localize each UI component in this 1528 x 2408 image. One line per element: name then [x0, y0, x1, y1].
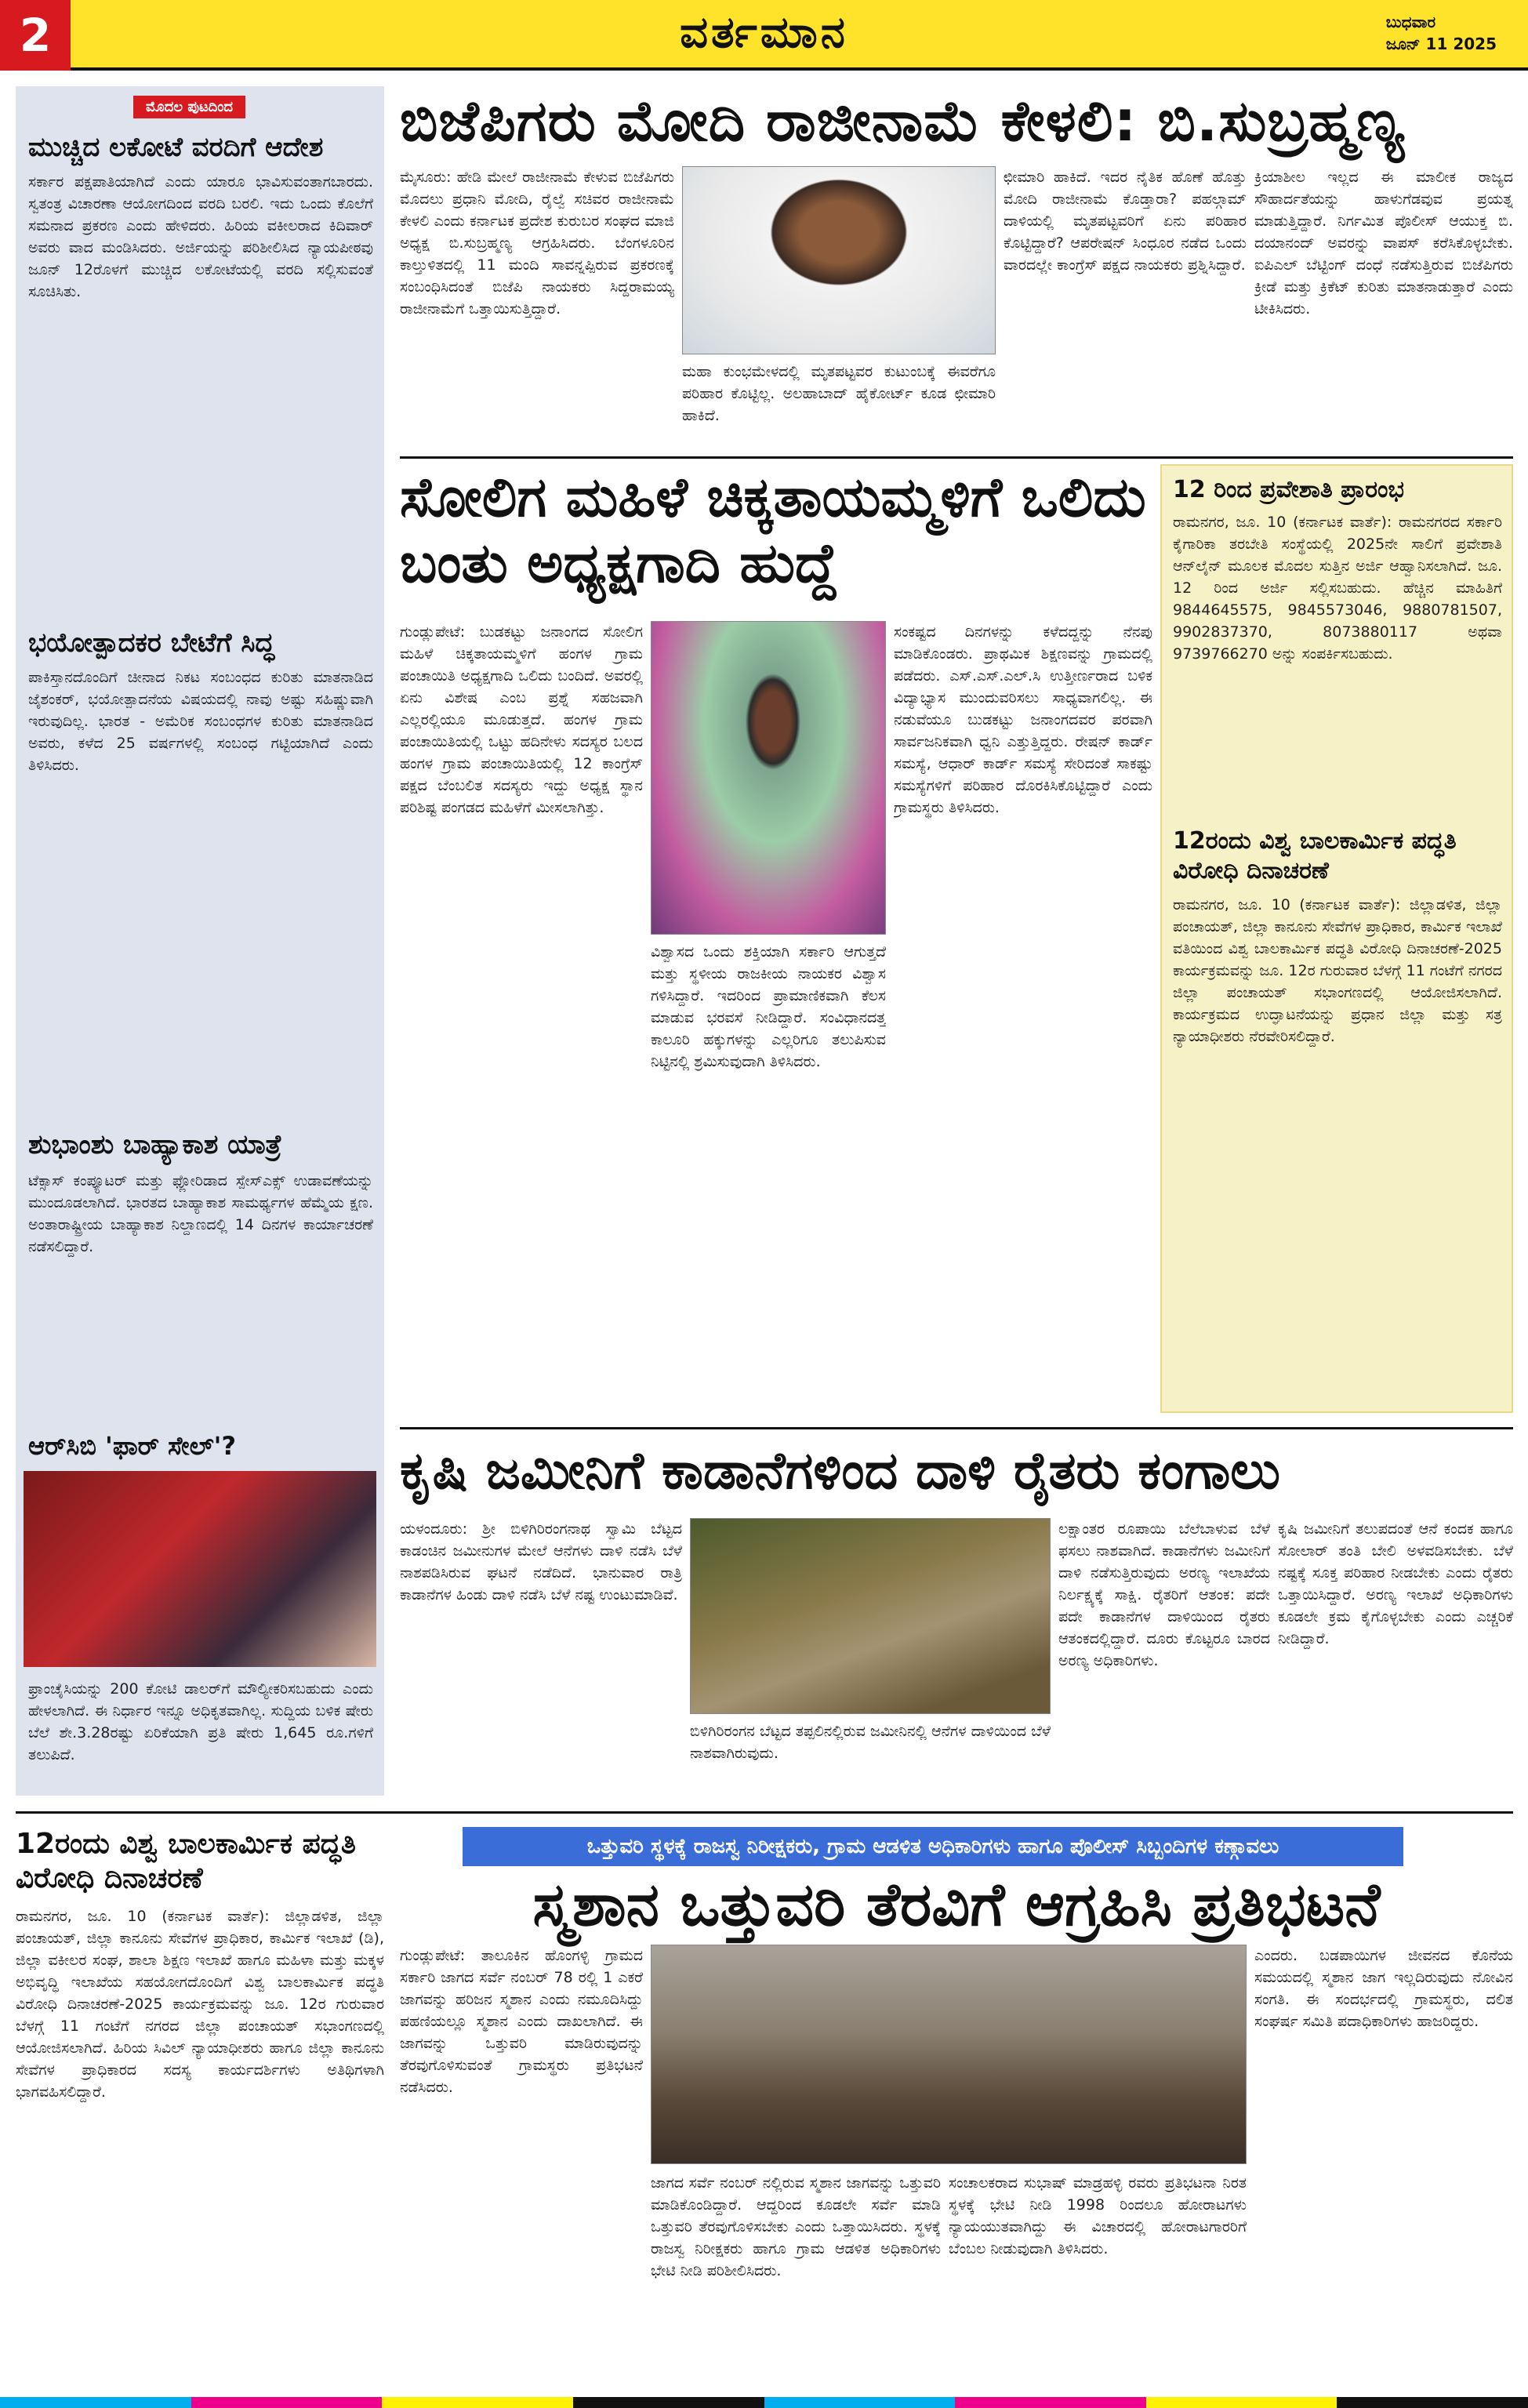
crowd-photo — [24, 1471, 376, 1667]
lead-headline: ಬಿಜೆಪಿಗರು ಮೋದಿ ರಾಜೀನಾಮೆ ಕೇಳಲಿ: ಬಿ.ಸುಬ್ರಹ್ಮಣ್ಯ — [400, 88, 1405, 154]
lead-col4: ಕ್ರಿಯಾಶೀಲ ಇಲ್ಲದ ಈ ಮಾಲೀಕ ರಾಜ್ಯದ ಸೌಹಾರ್ದತೆಯನ್ನು ಹಾಳುಗೆಡವುವ ಪ್ರಯತ್ನ ಮಾಡುತ್ತಿದ್ದಾರೆ. ನಿರ್ಗಮಿತ ಪೊಲೀಸ್ ಆಯುಕ್ತ ಬಿ. ದಯಾನಂದ್ ಅವರನ್ನು ವಾಪಸ್ ಕರೆಸಿಕೊಳ್ಳಬೇಕು. ಐಪಿಎಲ್ ಬೆಟ್ಟಿಂಗ್ ದಂಧೆ ನಡೆಸುತ್ತಿರುವ ಬಿಜೆಪಿಗರು ಕ್ರೀಡೆ ಮತ್ತು ಕ್ರಿಕೆಟ್ ಕುರಿತು ಮಾತನಾಡುತ್ತಾರೆ ಎಂದು ಟೀಕಿಸಿದರು. — [1254, 169, 1513, 318]
masthead — [0, 0, 1528, 71]
page-number: 2 — [0, 0, 71, 71]
woman-col2: ವಿಶ್ವಾಸದ ಒಂದು ಶಕ್ತಿಯಾಗಿ ಸರ್ಕಾರಿ ಆಗುತ್ತದೆ ಮತ್ತು ಸ್ಥಳೀಯ ರಾಜಕೀಯ ನಾಯಕರ ವಿಶ್ವಾಸ ಗಳಿಸಿದ್ದಾರೆ. ಇದರಿಂದ ಪ್ರಾಮಾಣಿಕವಾಗಿ ಕೆಲಸ ಮಾಡುವ ಭರವಸೆ ನೀಡಿದ್ದಾರೆ. ಸಂವಿಧಾನದತ್ತ ಕಾಲೂರಿ ಹಕ್ಕುಗಳನ್ನು ಎಲ್ಲರಿಗೂ ತಲುಪಿಸುವ ನಿಟ್ಟಿನಲ್ಲಿ ಶ್ರಮಿಸುವುದಾಗಿ ತಿಳಿಸಿದರು. — [651, 943, 886, 1070]
farm-col4: ಕೃಷಿ ಜಮೀನಿಗೆ ತಲುಪದಂತೆ ಆನೆ ಕಂದಕ ಹಾಗೂ ಸೋಲಾರ್ ತಂತಿ ಬೇಲಿ ಅಳವಡಿಸಬೇಕು. ಬೆಳೆ ನಷ್ಟಕ್ಕೆ ಸೂಕ್ತ ಪರಿಹಾರ ನೀಡಬೇಕು ಎಂದು ರೈತರು ಒತ್ತಾಯಿಸಿದ್ದಾರೆ. ಅರಣ್ಯ ಇಲಾಖೆ ಅಧಿಕಾರಿಗಳು ಕೂಡಲೇ ಕ್ರಮ ಕೈಗೊಳ್ಳಬೇಕು ಎಂದು ಎಚ್ಚರಿಕೆ ನೀಡಿದ್ದಾರೆ. — [1278, 1520, 1513, 1647]
farm-photo-caption: ಬಿಳಿಗಿರಿರಂಗನ ಬೆಟ್ಟದ ತಪ್ಪಲಿನಲ್ಲಿರುವ ಜಮೀನಿನಲ್ಲಿ ಆನೆಗಳ ದಾಳಿಯಿಂದ ಬೆಳೆ ನಾಶವಾಗಿರುವುದು. — [690, 1723, 1051, 1762]
farm-col1: ಯಳಂದೂರು: ಶ್ರೀ ಬಿಳಿಗಿರಿರಂಗನಾಥ ಸ್ವಾಮಿ ಬೆಟ್ಟದ ಕಾಡಂಚಿನ ಜಮೀನುಗಳ ಮೇಲೆ ಆನೆಗಳು ದಾಳಿ ನಡೆಸಿ ಬೆಳೆ ನಾಶಪಡಿಸಿರುವ ಘಟನೆ ನಡೆದಿದೆ. ಭಾನುವಾರ ರಾತ್ರಿ ಕಾಡಾನೆಗಳ ಹಿಂಡು ದಾಳಿ ನಡೆಸಿ ಬೆಳೆ ನಷ್ಟ ಉಂಟುಮಾಡಿವೆ. — [400, 1520, 682, 1604]
farm-col3: ಲಕ್ಷಾಂತರ ರೂಪಾಯಿ ಬೆಲೆಬಾಳುವ ಬೆಳೆ ಫಸಲು ನಾಶವಾಗಿದೆ. ಕಾಡಾನೆಗಳು ಜಮೀನಿಗೆ ದಾಳಿ ನಡೆಸುತ್ತಿರುವುದು ಅರಣ್ಯ ಇಲಾಖೆಯ ನಿರ್ಲಕ್ಷ್ಯಕ್ಕೆ ಸಾಕ್ಷಿ. ರೈತರಿಗೆ ಆತಂಕ: ಪದೇ ಪದೇ ಕಾಡಾನೆಗಳ ದಾಳಿಯಿಂದ ರೈತರು ಆತಂಕದಲ್ಲಿದ್ದಾರೆ. ದೂರು ಕೊಟ್ಟರೂ ಬಾರದ ಅರಣ್ಯ ಅಧಿಕಾರಿಗಳು. — [1058, 1520, 1270, 1669]
cemetery-story-headline: ಸ್ಮಶಾನ ಒತ್ತುವರಿ ತೆರವಿಗೆ ಆಗ್ರಹಿಸಿ ಪ್ರತಿಭಟನೆ — [532, 1869, 1381, 1939]
bottom-left-body: ರಾಮನಗರ, ಜೂ. 10 (ಕರ್ನಾಟಕ ವಾರ್ತೆ): ಜಿಲ್ಲಾಡಳಿತ, ಜಿಲ್ಲಾ ಪಂಚಾಯತ್, ಜಿಲ್ಲಾ ಕಾನೂನು ಸೇವೆಗಳ ಪ್ರಾಧಿಕಾರ, ಕಾರ್ಮಿಕ ಇಲಾಖೆ (ಡಿ), ಜಿಲ್ಲಾ ವಕೀಲರ ಸಂಘ, ಶಾಲಾ ಶಿಕ್ಷಣ ಇಲಾಖೆ ಹಾಗೂ ಮಹಿಳಾ ಮತ್ತು ಮಕ್ಕಳ ಅಭಿವೃದ್ಧಿ ಇಲಾಖೆಯ ಸಹಯೋಗದೊಂದಿಗೆ ವಿಶ್ವ ಬಾಲಕಾರ್ಮಿಕ ಪದ್ಧತಿ ವಿರೋಧಿ ದಿನಾಚರಣೆ-2025 ಕಾರ್ಯಕ್ರಮವನ್ನು ಜೂ. 12ರ ಗುರುವಾರ ಬೆಳಗ್ಗೆ 11 ಗಂಟೆಗೆ ನಗರದ ಜಿಲ್ಲಾ ಪಂಚಾಯತ್ ಸಭಾಂಗಣದಲ್ಲಿ ಆಯೋಜಿಸಲಾಗಿದೆ. ಹಿರಿಯ ಸಿವಿಲ್ ನ್ಯಾಯಾಧೀಶರು ಹಾಗೂ ಜಿಲ್ಲಾ ಕಾನೂನು ಸೇವೆಗಳ ಪ್ರಾಧಿಕಾರದ ಸದಸ್ಯ ಕಾರ್ಯದರ್ಶಿಗಳು ಅತಿಥಿಗಳಾಗಿ ಭಾಗವಹಿಸಲಿದ್ದಾರೆ. — [16, 1908, 384, 2101]
bottom-left-headline: 12ರಂದು ವಿಶ್ವ ಬಾಲಕಾರ್ಮಿಕ ಪದ್ಧತಿ ವಿರೋಧಿ ದಿನಾಚರಣೆ — [16, 1828, 356, 1894]
left-column — [16, 86, 384, 1419]
story-body: ರಾಮನಗರ, ಜೂ. 10 (ಕರ್ನಾಟಕ ವಾರ್ತೆ): ಜಿಲ್ಲಾಡಳಿತ, ಜಿಲ್ಲಾ ಪಂಚಾಯತ್, ಜಿಲ್ಲಾ ಕಾನೂನು ಸೇವೆಗಳ ಪ್ರಾಧಿಕಾರ, ಕಾರ್ಮಿಕ ಇಲಾಖೆ ವತಿಯಿಂದ ವಿಶ್ವ ಬಾಲಕಾರ್ಮಿಕ ಪದ್ಧತಿ ವಿರೋಧಿ ದಿನಾಚರಣೆ-2025 ಕಾರ್ಯಕ್ರಮವನ್ನು ಜೂ. 12ರ ಗುರುವಾರ ಬೆಳಗ್ಗೆ 11 ಗಂಟೆಗೆ ನಗರದ ಜಿಲ್ಲಾ ಪಂಚಾಯತ್ ಸಭಾಂಗಣದಲ್ಲಿ ಆಯೋಜಿಸಲಾಗಿದೆ. ಕಾರ್ಯಕ್ರಮದ ಉದ್ಘಾಟನೆಯನ್ನು ಪ್ರಧಾನ ಜಿಲ್ಲಾ ಮತ್ತು ಸತ್ರ ನ್ಯಾಯಾಧೀಶರು ನೆರವೇರಿಸಲಿದ್ದಾರೆ. — [1173, 896, 1502, 1045]
day: ಬುಧವಾರ — [1385, 13, 1436, 31]
continued-flag: ಮೊದಲ ಪುಟದಿಂದ — [133, 96, 245, 118]
story-body: ಟೆಕ್ಸಾಸ್ ಕಂಪ್ಯೂಟರ್ ಮತ್ತು ಫ್ಲೋರಿಡಾದ ಸ್ಪೇಸ್‌ಎಕ್ಸ್ ಉಡಾವಣೆಯನ್ನು ಮುಂದೂಡಲಾಗಿದೆ. ಭಾರತದ ಬಾಹ್ಯಾಕಾಶ ಸಾಮರ್ಥ್ಯಗಳ ಹೆಮ್ಮೆಯ ಕ್ಷಣ. ಅಂತಾರಾಷ್ಟ್ರೀಯ ಬಾಹ್ಯಾಕಾಶ ನಿಲ್ದಾಣದಲ್ಲಿ 14 ದಿನಗಳ ಕಾರ್ಯಾಚರಣೆ ನಡೆಸಲಿದ್ದಾರೆ. — [28, 1172, 373, 1255]
right-box — [1160, 464, 1513, 1413]
cemetery-col1: ಗುಂಡ್ಲುಪೇಟೆ: ತಾಲೂಕಿನ ಹೊಂಗಳ್ಳಿ ಗ್ರಾಮದ ಸರ್ಕಾರಿ ಜಾಗದ ಸರ್ವೆ ನಂಬರ್ 78 ರಲ್ಲಿ 1 ಎಕರೆ ಜಾಗವನ್ನು ಹರಿಜನ ಸ್ಮಶಾನ ಎಂದು ನಮೂದಿಸಿದ್ದು ಪಹಣಿಯಲ್ಲೂ ಸ್ಮಶಾನ ಎಂದು ದಾಖಲಾಗಿದೆ. ಈ ಜಾಗವನ್ನು ಒತ್ತುವರಿ ಮಾಡಿರುವುದನ್ನು ತೆರವುಗೊಳಿಸುವಂತೆ ಗ್ರಾಮಸ್ಥರು ಪ್ರತಿಭಟನೆ ನಡೆಸಿದರು. — [400, 1947, 643, 2096]
story-headline: ಮುಚ್ಚಿದ ಲಕೋಟೆ ವರದಿಗೆ ಆದೇಶ — [28, 132, 324, 163]
story-headline: ಆರ್‌ಸಿಬಿ 'ಫಾರ್ ಸೇಲ್'? — [28, 1431, 237, 1461]
divider — [16, 1811, 1513, 1814]
story-body: ರಾಮನಗರ, ಜೂ. 10 (ಕರ್ನಾಟಕ ವಾರ್ತೆ): ರಾಮನಗರದ ಸರ್ಕಾರಿ ಕೈಗಾರಿಕಾ ತರಬೇತಿ ಸಂಸ್ಥೆಯಲ್ಲಿ 2025ನೇ ಸಾಲಿಗೆ ಪ್ರವೇಶಾತಿ ಆನ್‌ಲೈನ್ ಮೂಲಕ ಮೊದಲ ಸುತ್ತಿನ ಅರ್ಜಿ ಆಹ್ವಾನಿಸಲಾಗಿದೆ. ಜೂ. 12 ರಿಂದ ಅರ್ಜಿ ಸಲ್ಲಿಸಬಹುದು. ಹೆಚ್ಚಿನ ಮಾಹಿತಿಗೆ 9844645575, 9845573046, 9880781507, 9902837370, 8073880117 ಅಥವಾ 9739766270 ಅನ್ನು ಸಂಪರ್ಕಿಸಬಹುದು. — [1173, 514, 1502, 663]
woman-col1: ಗುಂಡ್ಲುಪೇಟೆ: ಬುಡಕಟ್ಟು ಜನಾಂಗದ ಸೋಲಿಗ ಮಹಿಳೆ ಚಿಕ್ಕತಾಯಮ್ಮಳಿಗೆ ಹಂಗಳ ಗ್ರಾಮ ಪಂಚಾಯಿತಿ ಅಧ್ಯಕ್ಷಗಾದಿ ಒಲಿದು ಬಂದಿದೆ. ಅವರಲ್ಲಿ ಏನು ವಿಶೇಷ ಎಂಬ ಪ್ರಶ್ನೆ ಸಹಜವಾಗಿ ಎಲ್ಲರಲ್ಲಿಯೂ ಮೂಡುತ್ತದೆ. ಹಂಗಳ ಗ್ರಾಮ ಪಂಚಾಯಿತಿಯಲ್ಲಿ ಒಟ್ಟು ಹದಿನೇಳು ಸದಸ್ಯರ ಬಲದ ಹಂಗಳ ಗ್ರಾಮ ಪಂಚಾಯಿತಿಯಲ್ಲಿ 12 ಕಾಂಗ್ರೆಸ್ ಪಕ್ಷದ ಬೆಂಬಲಿತ ಸದಸ್ಯರು ಇದ್ದು ಅಧ್ಯಕ್ಷ ಸ್ಥಾನ ಪರಿಶಿಷ್ಟ ಪಂಗಡದ ಮಹಿಳೆಗೆ ಮೀಸಲಾಗಿತ್ತು. — [400, 623, 643, 816]
paper-date — [1386, 11, 1497, 55]
date: ಜೂನ್ 11 2025 — [1385, 35, 1497, 53]
divider — [400, 456, 1513, 459]
elephant-damage-photo — [690, 1518, 1051, 1714]
farm-story-headline: ಕೃಷಿ ಜಮೀನಿಗೆ ಕಾಡಾನೆಗಳಿಂದ ದಾಳಿ ರೈತರು ಕಂಗಾಲು — [400, 1440, 1281, 1501]
story-headline: 12ರಂದು ವಿಶ್ವ ಬಾಲಕಾರ್ಮಿಕ ಪದ್ಧತಿ ವಿರೋಧಿ ದಿನಾಚರಣೆ — [1173, 827, 1457, 884]
woman-story-headline: ಸೋಲಿಗ ಮಹಿಳೆ ಚಿಕ್ಕತಾಯಮ್ಮಳಿಗೆ ಒಲಿದು ಬಂತು ಅಧ್ಯಕ್ಷಗಾದಿ ಹುದ್ದೆ — [400, 465, 1146, 595]
story-headline: ಶುಭಾಂಶು ಬಾಹ್ಯಾಕಾಶ ಯಾತ್ರೆ — [28, 1129, 282, 1160]
bottom-banner: ಒತ್ತುವರಿ ಸ್ಥಳಕ್ಕೆ ರಾಜಸ್ವ ನಿರೀಕ್ಷಕರು, ಗ್ರಾಮ ಆಡಳಿತ ಅಧಿಕಾರಿಗಳು ಹಾಗೂ ಪೊಲೀಸ್ ಸಿಬ್ಬಂದಿಗಳ ಕಣ್ಗಾವಲು — [463, 1827, 1403, 1866]
woman-col3: ಸಂಕಷ್ಟದ ದಿನಗಳನ್ನು ಕಳೆದದ್ದನ್ನು ನೆನಪು ಮಾಡಿಕೊಂಡರು. ಪ್ರಾಥಮಿಕ ಶಿಕ್ಷಣವನ್ನು ಗ್ರಾಮದಲ್ಲಿ ಪಡೆದರು. ಎಸ್.ಎಸ್.ಎಲ್.ಸಿ ಉತ್ತೀರ್ಣರಾದ ಬಳಿಕ ವಿದ್ಯಾಭ್ಯಾಸ ಮುಂದುವರಿಸಲು ಸಾಧ್ಯವಾಗಲಿಲ್ಲ. ಈ ನಡುವೆಯೂ ಬುಡಕಟ್ಟು ಜನಾಂಗದವರ ಪರವಾಗಿ ಸಾರ್ವಜನಿಕವಾಗಿ ಧ್ವನಿ ಎತ್ತುತ್ತಿದ್ದರು. ರೇಷನ್ ಕಾರ್ಡ್ ಸಮಸ್ಯೆ, ಆಧಾರ್ ಕಾರ್ಡ್ ಸಮಸ್ಯೆ ಸೇರಿದಂತೆ ಸಾಕಷ್ಟು ಸಮಸ್ಯೆಗಳಿಗೆ ಪರಿಹಾರ ದೊರಕಿಸಿಕೊಟ್ಟಿದ್ದಾರೆ ಎಂದು ಗ್ರಾಮಸ್ಥರು ತಿಳಿಸಿದರು. — [894, 623, 1152, 816]
lead-photo-caption: ಮಹಾ ಕುಂಭಮೇಳದಲ್ಲಿ ಮೃತಪಟ್ಟವರ ಕುಟುಂಬಕ್ಕೆ ಈವರೆಗೂ ಪರಿಹಾರ ಕೊಟ್ಟಿಲ್ಲ. ಅಲಹಾಬಾದ್ ಹೈಕೋರ್ಟ್ ಕೂಡ ಛೀಮಾರಿ ಹಾಕಿದೆ. — [682, 363, 996, 424]
story-headline: 12 ರಿಂದ ಪ್ರವೇಶಾತಿ ಪ್ರಾರಂಭ — [1173, 476, 1404, 503]
divider — [400, 1427, 1513, 1429]
cemetery-col4: ಎಂದರು. ಬಡಪಾಯಿಗಳ ಜೀವನದ ಕೊನೆಯ ಸಮಯದಲ್ಲಿ ಸ್ಮಶಾನ ಜಾಗ ಇಲ್ಲದಿರುವುದು ನೋವಿನ ಸಂಗತಿ. ಈ ಸಂದರ್ಭದಲ್ಲಿ ಗ್ರಾಮಸ್ಥರು, ದಲಿತ ಸಂಘರ್ಷ ಸಮಿತಿ ಪದಾಧಿಕಾರಿಗಳು ಹಾಜರಿದ್ದರು. — [1254, 1947, 1513, 2030]
print-color-bar — [0, 2397, 1528, 2408]
rcb-story — [16, 1419, 384, 1796]
lead-col1: ಮೈಸೂರು: ಹೇಡಿ ಮೇಲೆ ರಾಜೀನಾಮೆ ಕೇಳುವ ಬಿಜೆಪಿಗರು ಮೊದಲು ಪ್ರಧಾನಿ ಮೋದಿ, ರೈಲ್ವೆ ಸಚಿವರ ರಾಜೀನಾಮೆ ಕೇಳಲಿ ಎಂದು ಕರ್ನಾಟಕ ಪ್ರದೇಶ ಕುರುಬರ ಸಂಘದ ಮಾಜಿ ಅಧ್ಯಕ್ಷ ಬಿ.ಸುಬ್ರಹ್ಮಣ್ಯ ಆಗ್ರಹಿಸಿದರು. ಬೆಂಗಳೂರಿನ ಕಾಲ್ತುಳಿತದಲ್ಲಿ 11 ಮಂದಿ ಸಾವನ್ನಪ್ಪಿರುವ ಪ್ರಕರಣಕ್ಕೆ ಸಂಬಂಧಿಸಿದಂತೆ ಬಿಜೆಪಿ ನಾಯಕರು ಸಿದ್ದರಾಮಯ್ಯ ರಾಜೀನಾಮೆಗೆ ಒತ್ತಾಯಿಸುತ್ತಿದ್ದಾರೆ. — [400, 169, 674, 318]
story-body: ಫ್ರಾಂಚೈಸಿಯನ್ನು 200 ಕೋಟಿ ಡಾಲರ್‌ಗೆ ಮೌಲ್ಯೀಕರಿಸಬಹುದು ಎಂದು ಹೇಳಲಾಗಿದೆ. ಈ ನಿರ್ಧಾರ ಇನ್ನೂ ಅಧಿಕೃತವಾಗಿಲ್ಲ. ಸುದ್ದಿಯ ಬಳಿಕ ಷೇರು ಬೆಲೆ ಶೇ.3.28ರಷ್ಟು ಏರಿಕೆಯಾಗಿ ಪ್ರತಿ ಷೇರು 1,645 ರೂ.ಗಳಿಗೆ ತಲುಪಿದೆ. — [28, 1680, 373, 1763]
story-body: ಸರ್ಕಾರ ಪಕ್ಷಪಾತಿಯಾಗಿದೆ ಎಂದು ಯಾರೂ ಭಾವಿಸುವಂತಾಗಬಾರದು. ಸ್ವತಂತ್ರ ವಿಚಾರಣಾ ಆಯೋಗದಿಂದ ವರದಿ ಬರಲಿ. ಇದು ಒಂದು ಕೊಲೆಗೆ ಸಮನಾದ ಪ್ರಕರಣ ಎಂದು ಹೇಳಿದರು. ಹಿರಿಯ ವಕೀಲರಾದ ಕಿದಿವಾರ್ ಅವರು ವಾದ ಮಂಡಿಸಿದರು. ಅರ್ಜಿಯನ್ನು ಪರಿಶೀಲಿಸಿದ ನ್ಯಾಯಪೀಠವು ಜೂನ್ 12ರೊಳಗೆ ಮುಚ್ಚಿದ ಲಕೋಟೆಯಲ್ಲಿ ವರದಿ ಸಲ್ಲಿಸುವಂತೆ ಸೂಚಿಸಿತು. — [28, 173, 373, 300]
paper-name: ವರ್ತಮಾನ — [680, 6, 848, 58]
subrahmanya-photo — [682, 166, 996, 354]
protest-photo — [651, 1945, 1247, 2164]
cemetery-col3: ಸಂಚಾಲಕರಾದ ಸುಭಾಷ್ ಮಾಡ್ರಹಳ್ಳಿ ರವರು ಪ್ರತಿಭಟನಾ ನಿರತ ಸ್ಥಳಕ್ಕೆ ಭೇಟಿ ನೀಡಿ 1998 ರಿಂದಲೂ ಹೋರಾಟಗಳು ನ್ಯಾಯಯುತವಾಗಿದ್ದು ಈ ವಿಚಾರದಲ್ಲಿ ಹೋರಾಟಗಾರರಿಗೆ ಬೆಂಬಲ ನೀಡುವುದಾಗಿ ತಿಳಿಸಿದರು. — [949, 2174, 1247, 2257]
lead-col3: ಛೀಮಾರಿ ಹಾಕಿದೆ. ಇದರ ನೈತಿಕ ಹೊಣೆ ಹೊತ್ತು ಮೋದಿ ರಾಜೀನಾಮೆ ಕೊಡ್ತಾರಾ? ಪಹಲ್ಗಾಮ್ ದಾಳಿಯಲ್ಲಿ ಮೃತಪಟ್ಟವರಿಗೆ ಏನು ಪರಿಹಾರ ಕೊಟ್ಟಿದ್ದಾರೆ? ಆಪರೇಷನ್ ಸಿಂಧೂರ ನಡೆದ ಒಂದು ವಾರದಲ್ಲೇ ಕಾಂಗ್ರೆಸ್ ಪಕ್ಷದ ನಾಯಕರು ಪ್ರಶ್ನಿಸಿದ್ದಾರೆ. — [1004, 169, 1247, 274]
cemetery-col2: ಜಾಗದ ಸರ್ವೆ ನಂಬರ್ ನಲ್ಲಿರುವ ಸ್ಮಶಾನ ಜಾಗವನ್ನು ಒತ್ತುವರಿ ಮಾಡಿಕೊಂಡಿದ್ದಾರೆ. ಆದ್ದರಿಂದ ಕೂಡಲೇ ಸರ್ವೆ ಮಾಡಿ ಒತ್ತುವರಿ ತೆರವುಗೊಳಿಸಬೇಕು ಎಂದು ಒತ್ತಾಯಿಸಿದರು. ಸ್ಥಳಕ್ಕೆ ರಾಜಸ್ವ ನಿರೀಕ್ಷಕರು ಹಾಗೂ ಗ್ರಾಮ ಆಡಳಿತ ಅಧಿಕಾರಿಗಳು ಭೇಟಿ ನೀಡಿ ಪರಿಶೀಲಿಸಿದರು. — [651, 2174, 941, 2279]
story-body: ಪಾಕಿಸ್ತಾನದೊಂದಿಗೆ ಚೀನಾದ ನಿಕಟ ಸಂಬಂಧದ ಕುರಿತು ಮಾತನಾಡಿದ ಜೈಶಂಕರ್, ಭಯೋತ್ಪಾದನೆಯ ವಿಷಯದಲ್ಲಿ ನಾವು ಅಷ್ಟು ಸಹಿಷ್ಣುವಾಗಿ ಇರುವುದಿಲ್ಲ. ಭಾರತ - ಅಮೆರಿಕ ಸಂಬಂಧಗಳ ಕುರಿತು ಮಾತನಾಡಿದ ಅವರು, ಕಳೆದ 25 ವರ್ಷಗಳಲ್ಲಿ ಸಂಬಂಧ ಗಟ್ಟಿಯಾಗಿದೆ ಎಂದು ತಿಳಿಸಿದರು. — [28, 669, 373, 774]
story-headline: ಭಯೋತ್ಪಾದಕರ ಬೇಟೆಗೆ ಸಿದ್ಧ — [28, 627, 275, 659]
chikkathayamma-photo — [651, 621, 886, 935]
